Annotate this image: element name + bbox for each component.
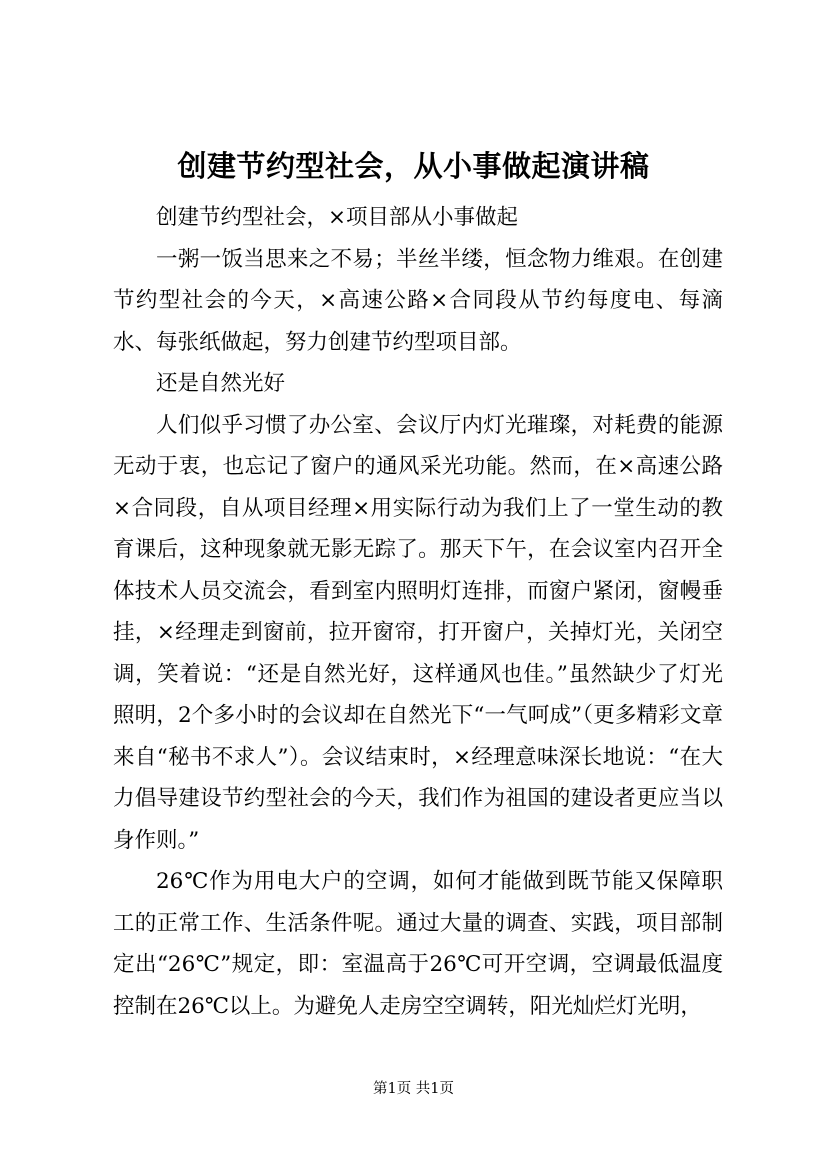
intro-paragraph: 一粥一饭当思来之不易；半丝半缕，恒念物力维艰。在创建节约型社会的今天，×高速公路×合同段从节约每度电、每滴水、每张纸做起，努力创建节约型项目部。 — [113, 246, 723, 355]
natural-light-paragraph: 人们似乎习惯了办公室、会议厅内灯光璀璨，对耗费的能源无动于衷，也忘记了窗户的通风采光功能。然而，在×高速公路×合同段，自从项目经理×用实际行动为我们上了一堂生动的教育课后，这种现象就无影无踪了。那天下午，在会议室内召开全体技术人员交流会，看到室内照明灯连排，而窗户紧闭，窗幔垂挂，×经理走到窗前，拉开窗帘，打开窗户，关掉灯光，关闭空调，笑着说：“还是自然光好，这样通风也佳。”虽然缺少了灯光照明，2个多小时的会议却在自然光下“一气呵成”（更多精彩文章来自“秘书不求人”）。会议结束时，×经理意味深长地说：“在大力倡导建设节约型社会的今天，我们作为祖国的建设者更应当以身作则。” — [113, 412, 723, 853]
document-title: 创建节约型社会，从小事做起演讲稿 — [177, 149, 650, 183]
subtitle-paragraph: 创建节约型社会，×项目部从小事做起 — [156, 205, 519, 230]
page-footer: 第1页 共1页 — [372, 1081, 455, 1097]
document-body — [113, 197, 723, 1027]
section-heading-natural-light: 还是自然光好 — [156, 371, 286, 396]
air-conditioning-paragraph: 26℃作为用电大户的空调，如何才能做到既节能又保障职工的正常工作、生活条件呢。通过大量的调查、实践，项目部制定出“26℃”规定，即：室温高于26℃可开空调，空调最低温度控制在26℃以上。为避免人走房空空调转，阳光灿烂灯光明， — [113, 869, 723, 1019]
